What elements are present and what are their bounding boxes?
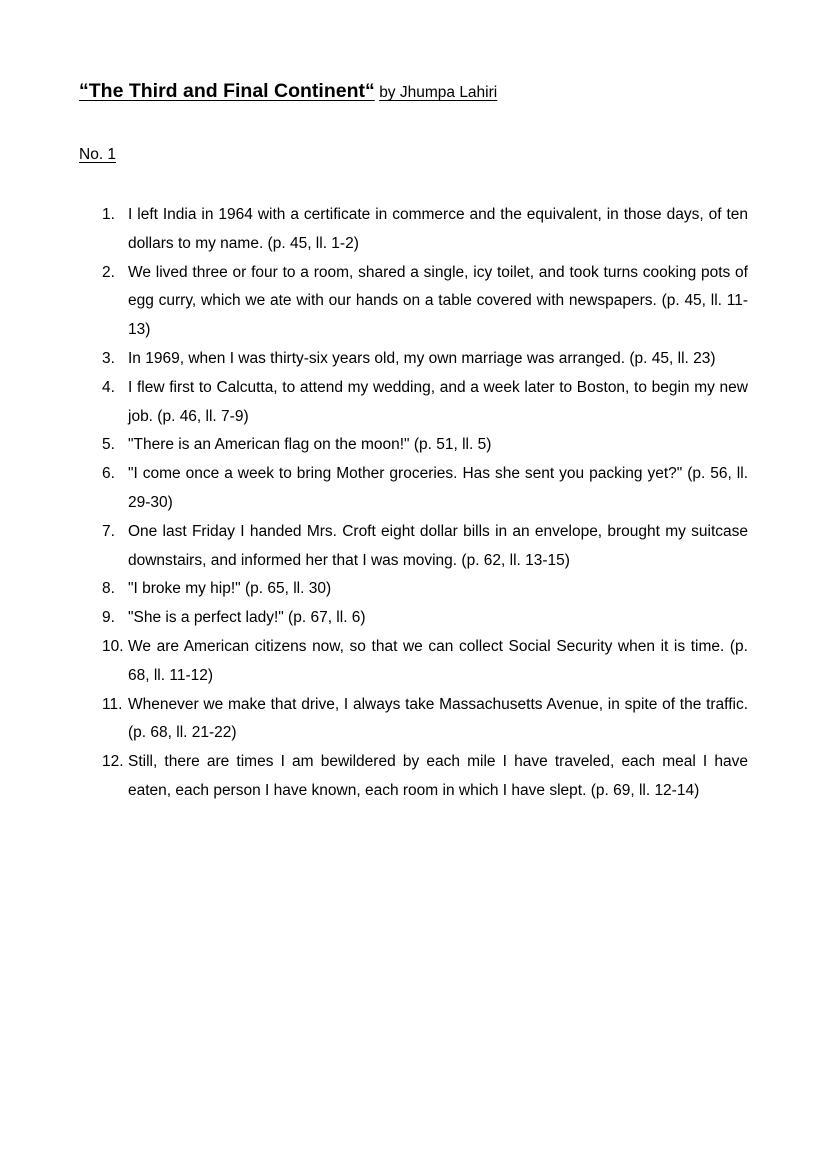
section-label: No. 1 bbox=[79, 146, 117, 163]
quote-item bbox=[102, 201, 748, 259]
quote-text: "I broke my hip!" (p. 65, ll. 30) bbox=[128, 580, 332, 598]
quote-text: Whenever we make that drive, I always take Massachusetts Avenue, in spite of the traffic. (p. 68, ll. 21-22) bbox=[128, 695, 748, 742]
quote-text: "She is a perfect lady!" (p. 67, ll. 6) bbox=[128, 609, 366, 627]
quote-number: 2. bbox=[102, 263, 115, 281]
quote-text: We lived three or four to a room, shared a single, icy toilet, and took turns cooking pots of egg curry, which we ate with our hands on a table covered with newspapers. (p. 45, ll. 11-13) bbox=[128, 263, 748, 339]
quote-item bbox=[102, 374, 748, 432]
quote-item bbox=[102, 575, 748, 604]
quote-number: 3. bbox=[102, 349, 115, 367]
quote-text: In 1969, when I was thirty-six years old, my own marriage was arranged. (p. 45, ll. 23) bbox=[128, 349, 716, 367]
quote-number: 5. bbox=[102, 436, 115, 454]
document-title bbox=[79, 80, 497, 103]
quote-item bbox=[102, 431, 748, 460]
quote-number: 8. bbox=[102, 580, 115, 598]
quote-number: 12. bbox=[102, 753, 124, 771]
quote-item bbox=[102, 633, 748, 691]
quote-number: 6. bbox=[102, 465, 115, 483]
quote-item bbox=[102, 460, 748, 518]
quote-number: 11. bbox=[102, 695, 123, 713]
author-byline: by Jhumpa Lahiri bbox=[379, 84, 498, 101]
quote-item bbox=[102, 691, 748, 749]
quote-number: 4. bbox=[102, 378, 115, 396]
quote-text: One last Friday I handed Mrs. Croft eight dollar bills in an envelope, brought my suitcase downstairs, and informed her that I was moving. (p. 62, ll. 13-15) bbox=[128, 522, 748, 569]
quote-text: I left India in 1964 with a certificate in commerce and the equivalent, in those days, of ten dollars to my name. (p. 45, ll. 1-2) bbox=[128, 206, 748, 252]
quote-item bbox=[102, 748, 748, 806]
quote-item bbox=[102, 259, 748, 345]
quote-text: I flew first to Calcutta, to attend my wedding, and a week later to Boston, to begin my new job. (p. 46, ll. 7-9) bbox=[128, 378, 748, 425]
quote-text: "I come once a week to bring Mother groceries. Has she sent you packing yet?" (p. 56, ll. 29-30) bbox=[128, 465, 748, 511]
quote-number: 10. bbox=[102, 637, 124, 655]
quote-item bbox=[102, 345, 748, 374]
quote-text: We are American citizens now, so that we can collect Social Security when it is time. (p. 68, ll. 11-12) bbox=[128, 637, 748, 684]
quote-number: 7. bbox=[102, 522, 115, 540]
quote-number: 1. bbox=[102, 206, 115, 223]
quote-item bbox=[102, 518, 748, 576]
quote-number: 9. bbox=[102, 609, 115, 627]
quote-item bbox=[102, 604, 748, 633]
quote-text: "There is an American flag on the moon!" (p. 51, ll. 5) bbox=[128, 436, 492, 454]
quote-list bbox=[102, 201, 748, 806]
story-title: “The Third and Final Continent“ bbox=[79, 80, 375, 102]
quote-text: Still, there are times I am bewildered by each mile I have traveled, each meal I have eaten, each person I have known, each room in which I have slept. (p. 69, ll. 12-14) bbox=[128, 753, 748, 799]
